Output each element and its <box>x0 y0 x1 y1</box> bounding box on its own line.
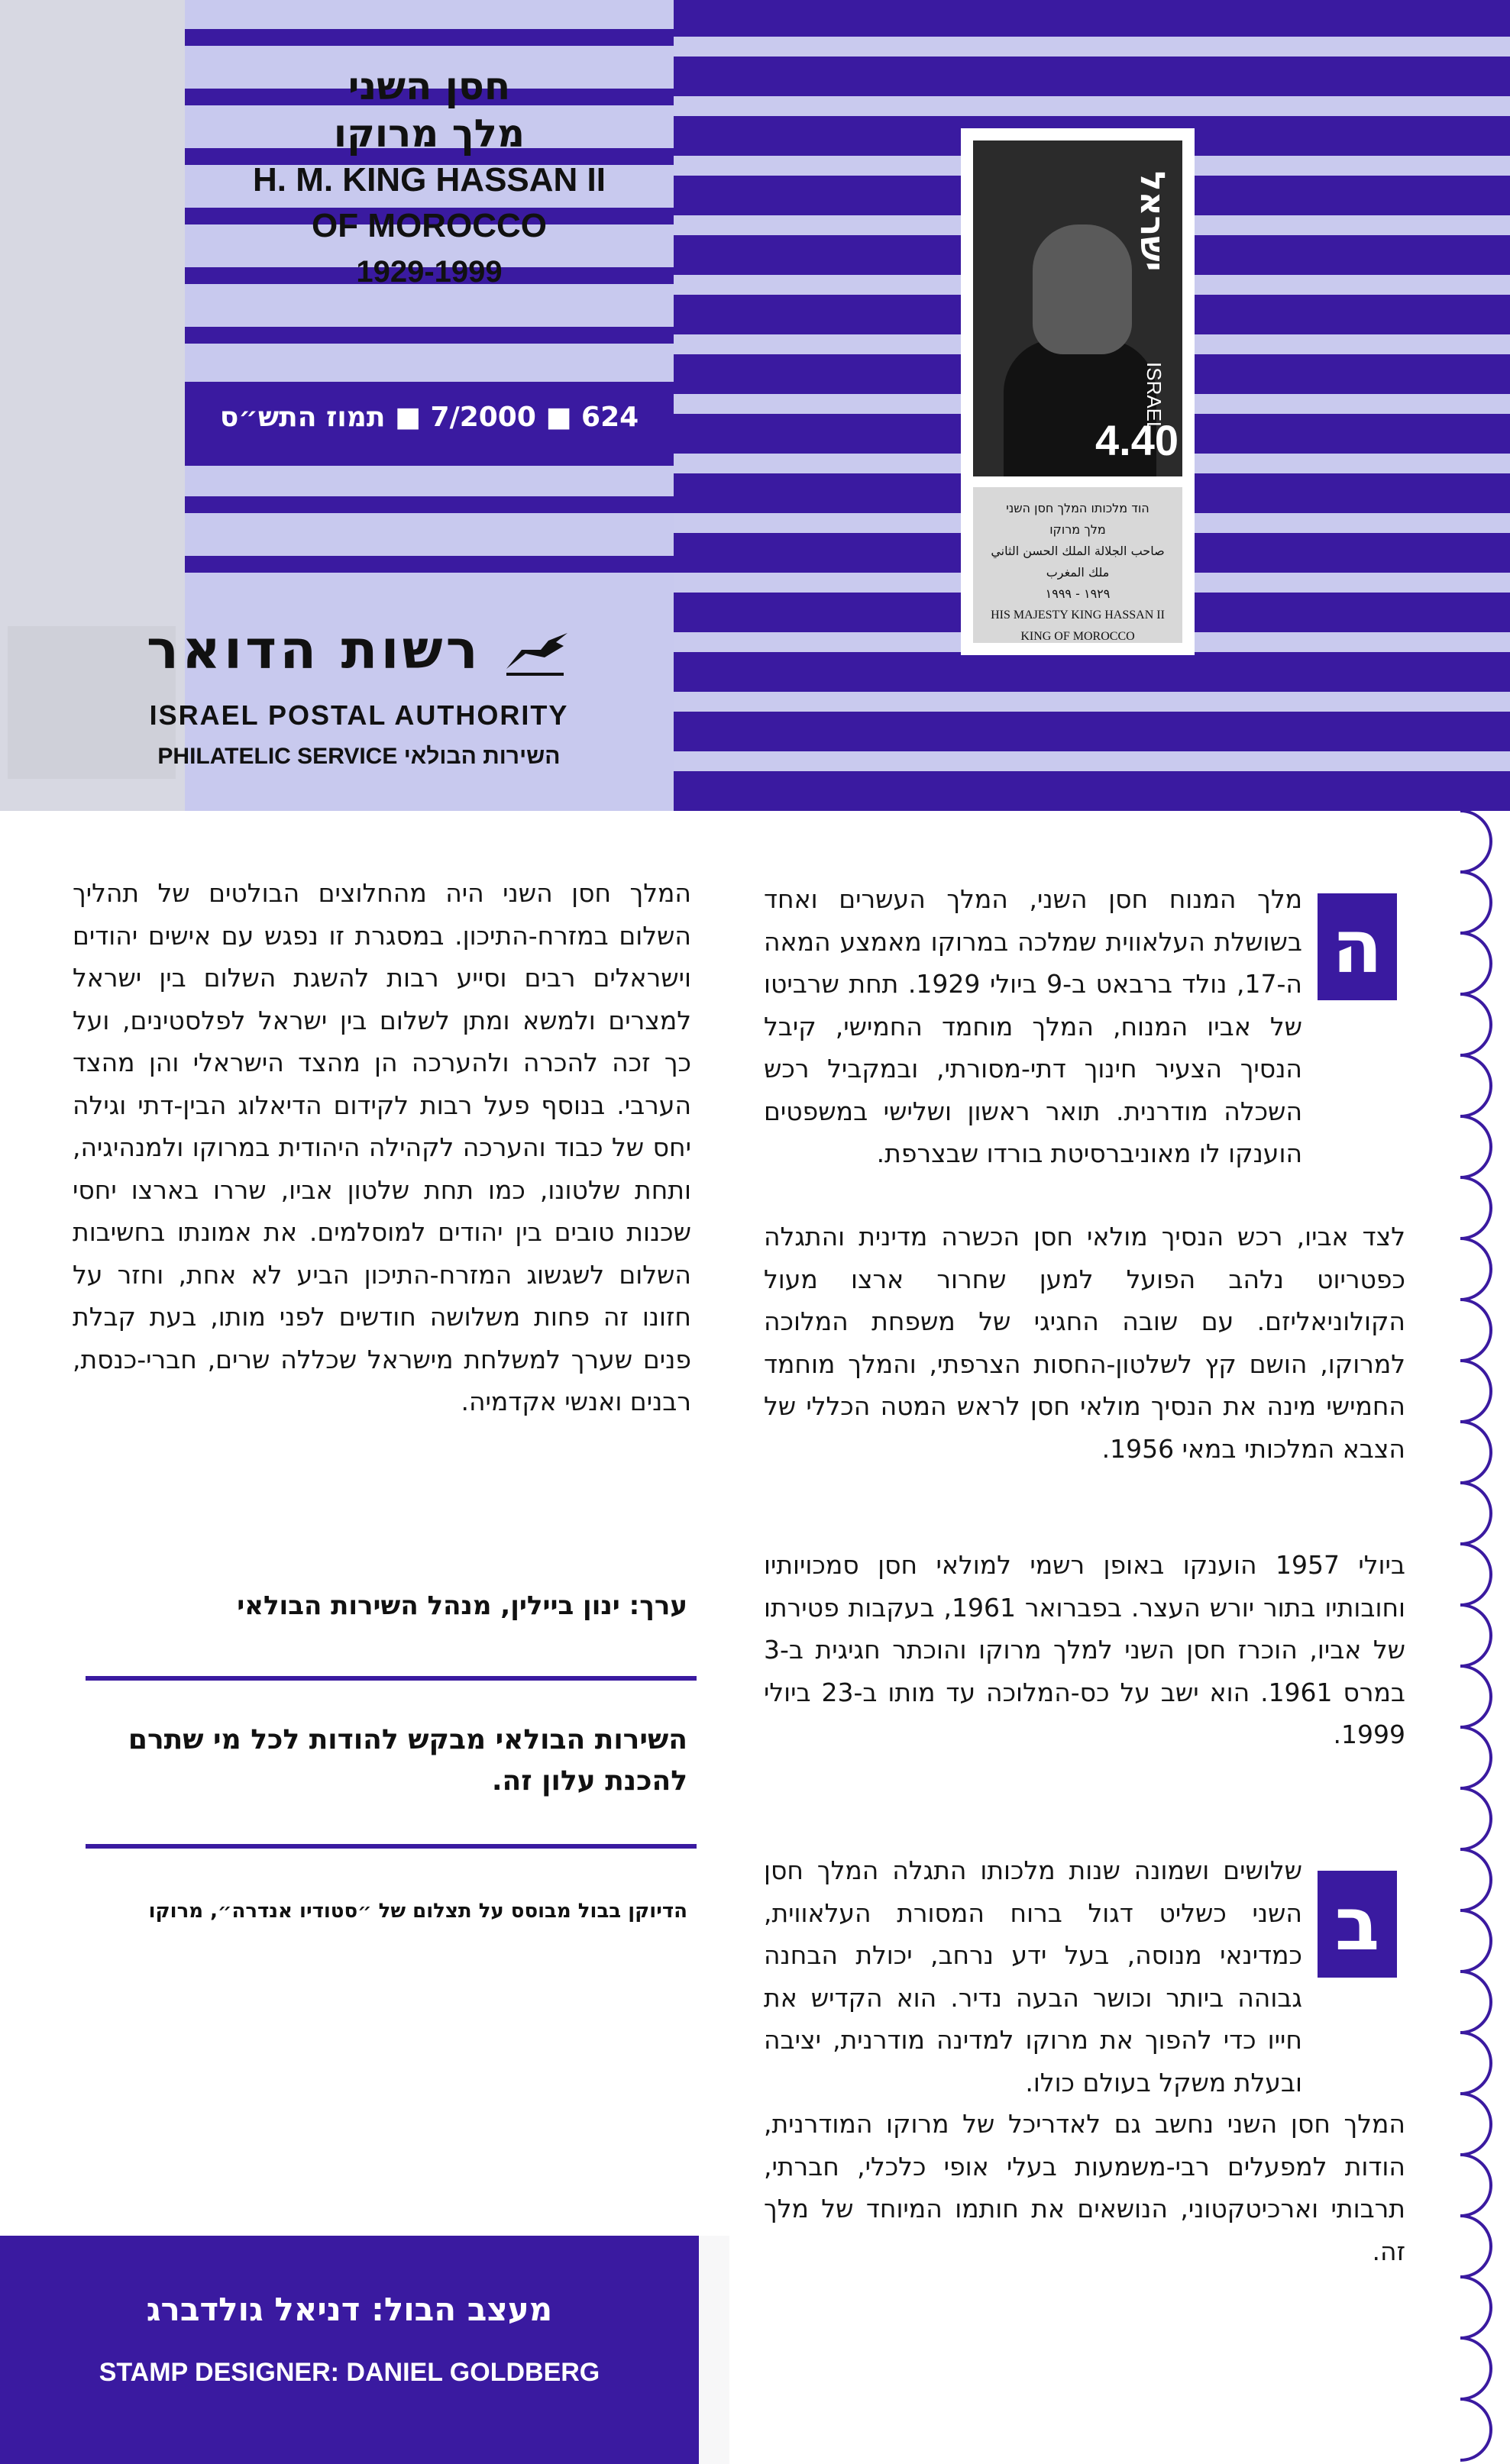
deer-logo-icon <box>503 627 571 680</box>
title-years: 1929-1999 <box>356 255 503 289</box>
designer-band <box>0 2236 699 2464</box>
title-stripe <box>185 327 674 344</box>
article-para-6: המלך חסן השני היה מהחלוצים הבולטים של תהליך השלום במזרח-התיכון. במסגרת זו נפגש עם אישים יהודים וישראלים רבים וסייע רבות להשגת השלום בין ישראל למצרים ולמשא ומתן לשלום בין ישראל לפלסטינים, ועל כך זכה להכרה ולהערכה הן מהצד הישראלי והן מהצד הערבי. בנוסף פעל רבות לקידום הדיאלוג הבין-דתי וגילה יחס של כבוד והערכה לקהילה היהודית במרוקו ולמנהיגיה, ותחת שלטונו, כמו תחת שלטון אביו, שררו בארצו יחסי שכנות טובים בין יהודים למוסלמים. את אמונתו בחשיבות השלום לשגשוג המזרח-התיכון הביע לא אחת, וחזר על חזונו זה פחות משלושה חודשים לפני מותו, בעת קבלת פנים שערך למשלחת מישראל שכללה שרים, חברי-כנסת, רבנים ואנשי אקדמיה. <box>73 878 691 1416</box>
separator-line <box>86 1844 697 1849</box>
portrait-face <box>1033 224 1132 354</box>
perforation-edge-icon <box>1460 811 1510 2464</box>
article-para-1-head <box>764 878 1302 1175</box>
authority-name-he: רשות הדואר <box>146 618 481 681</box>
title-he-line2: מלך מרוקו <box>333 111 525 156</box>
article-para-1: מלך המנוח חסן השני, המלך העשרים ואחד בשושלת העלאווית שמלכה במרוקו מאמצע המאה ה-17, נולד ברבאט ב-9 ביולי 1929. תחת שרביטו של אביו המנוח, המלך מוחמד החמישי, קיבל הנסיך הצעיר חינוך דתי-מסורתי, ובמקביל רכש השכלה מודרנית. תואר ראשון ושלישי במשפטים הוענקו לו מאוניברסיטת בורדו שבצרפת. <box>764 884 1302 1168</box>
article-para-5: המלך חסן השני נחשב גם לאדריכל של מרוקו המודרנית, הודות למפעלים רבי-משמעות בעלי אופי כלכלי, חברתי, תרבותי וארכיטקטוני, הנושאים את חותמו המיוחד של מלך זה. <box>764 2109 1405 2266</box>
stamp-tab <box>973 487 1182 643</box>
title-stripe <box>185 29 674 46</box>
separator-line <box>86 1676 697 1681</box>
postal-authority-logo <box>145 618 573 695</box>
title-en-line1: H. M. KING HASSAN II <box>252 161 606 199</box>
editor-credit: ערך: ינון ביילין, מנהל השירות הבולאי <box>237 1590 687 1621</box>
philatelic-service <box>145 744 573 770</box>
designer-he: מעצב הבול: דניאל גולדברג <box>146 2291 553 2328</box>
title-stripe <box>185 496 674 513</box>
tab-he-line1: הוד מלכותו המלך חסן השני <box>1006 501 1149 515</box>
title-stripe <box>185 556 674 573</box>
issue-line: 624 ■ 7/2000 ■ תמוז התש״ס <box>219 402 639 433</box>
designer-en: STAMP DESIGNER: DANIEL GOLDBERG <box>99 2358 600 2387</box>
title-he-line1: חסן השני <box>348 64 511 108</box>
stamp <box>961 128 1195 655</box>
stamp-country-en: ISRAEL <box>1143 362 1166 433</box>
stamp-value: 4.40 <box>1095 416 1179 464</box>
stamp-portrait <box>973 140 1182 476</box>
authority-name-en: ISRAEL POSTAL AUTHORITY <box>149 699 569 731</box>
article-para-2: לצד אביו, רכש הנסיך מולאי חסן הכשרה מדינית והתגלה כפטריוט נלהב הפועל למען שחרור ארצו מעול הקולוניאליזם. עם שובה החגיגי של משפחת המלוכה למרוקו, הושם קץ לשלטון-החסות הצרפתי, והמלך מוחמד החמישי מינה את הנסיך מולאי חסן לראש המטה הכללי של הצבא המלכותי במאי 1956. <box>764 1222 1405 1464</box>
title-block <box>185 63 674 295</box>
article-para-4: שלושים ושמונה שנות מלכותו התגלה המלך חסן השני כשליט דגול ברוח המסורת העלאווית, כמדינאי מנוסה, בעל ידע נרחב, יכולת הבחנה גבוהה ביותר וכושר הבעה נדיר. הוא הקדיש את חייו כדי להפוך את מרוקו למדינה מודרנית, יציבה ובעלת משקל בעולם כולו. <box>764 1855 1302 2097</box>
service-en: PHILATELIC SERVICE <box>157 744 398 769</box>
postal-authority <box>145 618 573 770</box>
photo-credit: הדיוקן בבול מבוסס על תצלום של ״סטודיו אנדרה״, מרוקו <box>148 1900 687 1923</box>
tab-en-line2: KING OF MOROCCO <box>1020 630 1135 643</box>
dropcap-2: ב <box>1318 1871 1397 1978</box>
article-para-3: ביולי 1957 הוענקו באופן רשמי למולאי חסן סמכויותיו וחובותיו בתור יורש העצר. בפברואר 1961, בעקבות פטירתו של אביו, הוכרז חסן השני למלך מרוקו והוכתר חגיגית ב-3 במרס 1961. הוא ישב על כס-המלוכה עד מותו ב-23 ביולי 1999. <box>764 1550 1406 1749</box>
title-en-line2: OF MOROCCO <box>312 207 547 244</box>
thanks-note: השירות הבולאי מבקש להודות לכל מי שתרם להכנת עלון זה. <box>128 1724 687 1797</box>
dropcap-1: ה <box>1318 893 1397 1000</box>
tab-ar-line2: ملك المغرب <box>1046 565 1110 580</box>
tab-en-line1: HIS MAJESTY KING HASSAN II <box>991 609 1165 622</box>
tab-he-line2: מלך מרוקו <box>1049 522 1106 537</box>
service-he: השירות הבולאי <box>403 744 561 769</box>
stamp-country-he: ישראל <box>1133 171 1172 272</box>
tab-years: ١٩٢٩ - ١٩٩٩ <box>1045 586 1111 601</box>
tab-ar-line1: صاحب الجلالة الملك الحسن الثاني <box>991 544 1165 558</box>
